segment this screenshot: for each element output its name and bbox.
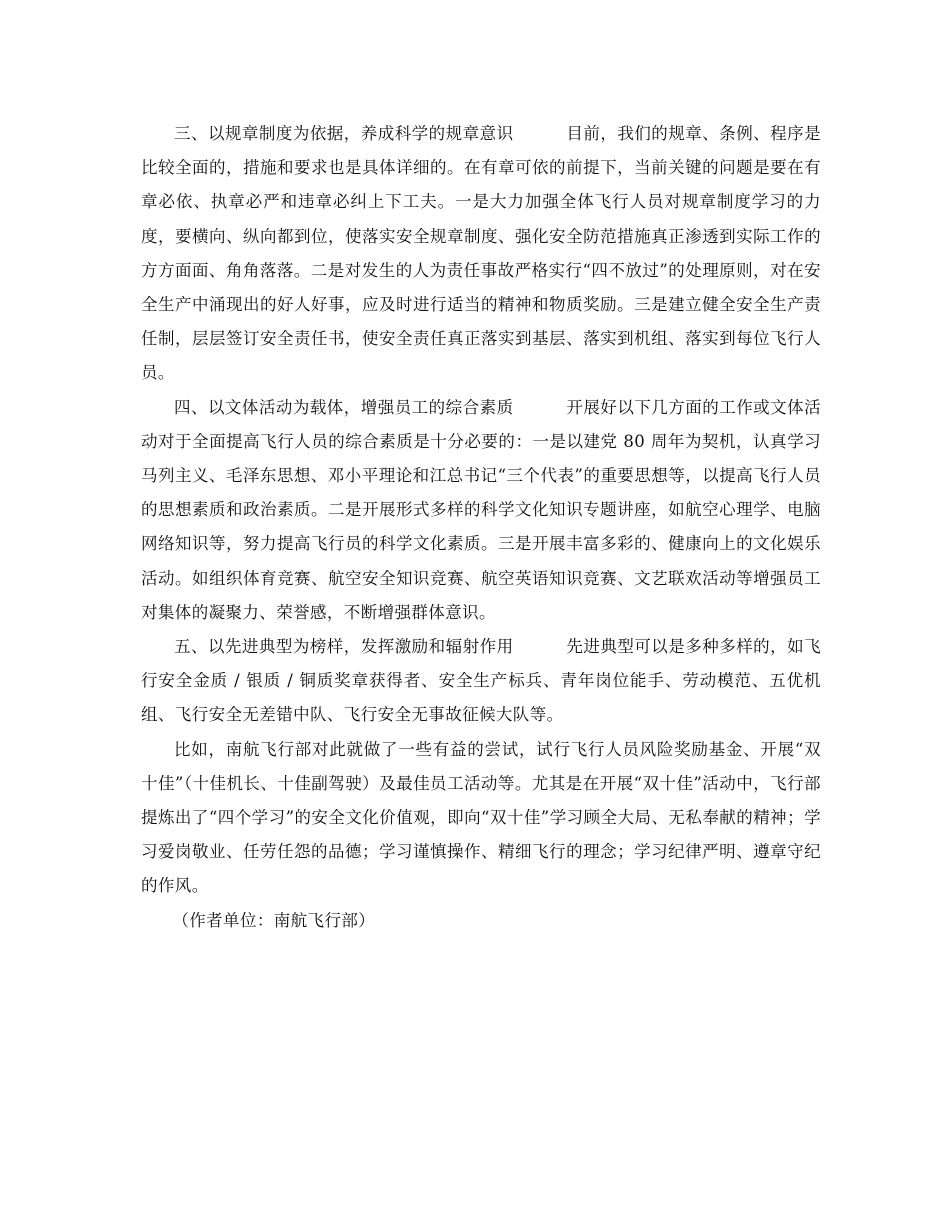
closing-paragraph: 比如，南航飞行部对此就做了一些有益的尝试，试行飞行人员风险奖励基金、开展“双十佳”（十佳机长、十佳副驾驶）及最佳员工活动等。尤其是在开展“双十佳”活动中，飞行部提炼出了“四个学习”的安全文化价值观，即向“双十佳”学习顾全大局、无私奉献的精神；学习爱岗敬业、任劳任怨的品德；学习谨慎操作、精细飞行的理念；学习纪律严明、遵章守纪的作风。 [141,739,821,896]
section-text-5: 先进典型可以是多种多样的，如飞行安全金质 / 银质 / 铜质奖章获得者、安全生产标兵、青年岗位能手、劳动模范、五优机组、飞行安全无差错中队、飞行安全无事故征候大队等。 [141,637,822,725]
document-body [141,117,821,938]
section-paragraph-3 [141,117,821,391]
section-heading-3: 三、以规章制度为依据，养成科学的规章意识 [174,124,514,143]
section-heading-4: 四、以文体活动为载体，增强员工的综合素质 [174,397,514,417]
section-text-3: 目前，我们的规章、条例、程序是比较全面的，措施和要求也是具体详细的。在有章可依的前提下，当前关键的问题是要在有章必依、执章必严和违章必纠上下工夫。一是大力加强全体飞行人员对规章制度学习的力度，要横向、纵向都到位，使落实安全规章制度、强化安全防范措施真正渗透到实际工作的方方面面、角角落落。二是对发生的人为责任事故严格实行“四不放过”的处理原则，对在安全生产中涌现出的好人好事，应及时进行适当的精神和物质奖励。三是建立健全安全生产责任制，层层签订安全责任书，使安全责任真正落实到基层、落实到机组、落实到每位飞行人员。 [141,124,822,383]
section-text-4: 开展好以下几方面的工作或文体活动对于全面提高飞行人员的综合素质是十分必要的：一是以建党 80 周年为契机，认真学习马列主义、毛泽东思想、邓小平理论和江总书记“三个代表”的重要思想等，以提高飞行人员的思想素质和政治素质。二是开展形式多样的科学文化知识专题讲座，如航空心理学、电脑网络知识等，努力提高飞行员的科学文化素质。三是开展丰富多彩的、健康向上的文化娱乐活动。如组织体育竞赛、航空安全知识竞赛、航空英语知识竞赛、文艺联欢活动等增强员工对集体的凝聚力、荣誉感，不断增强群体意识。 [141,397,822,622]
section-heading-5: 五、以先进典型为榜样，发挥激励和辐射作用 [174,637,514,657]
section-paragraph-5 [141,630,821,733]
author-byline: （作者单位：南航飞行部） [172,910,376,930]
section-paragraph-4 [141,391,821,630]
